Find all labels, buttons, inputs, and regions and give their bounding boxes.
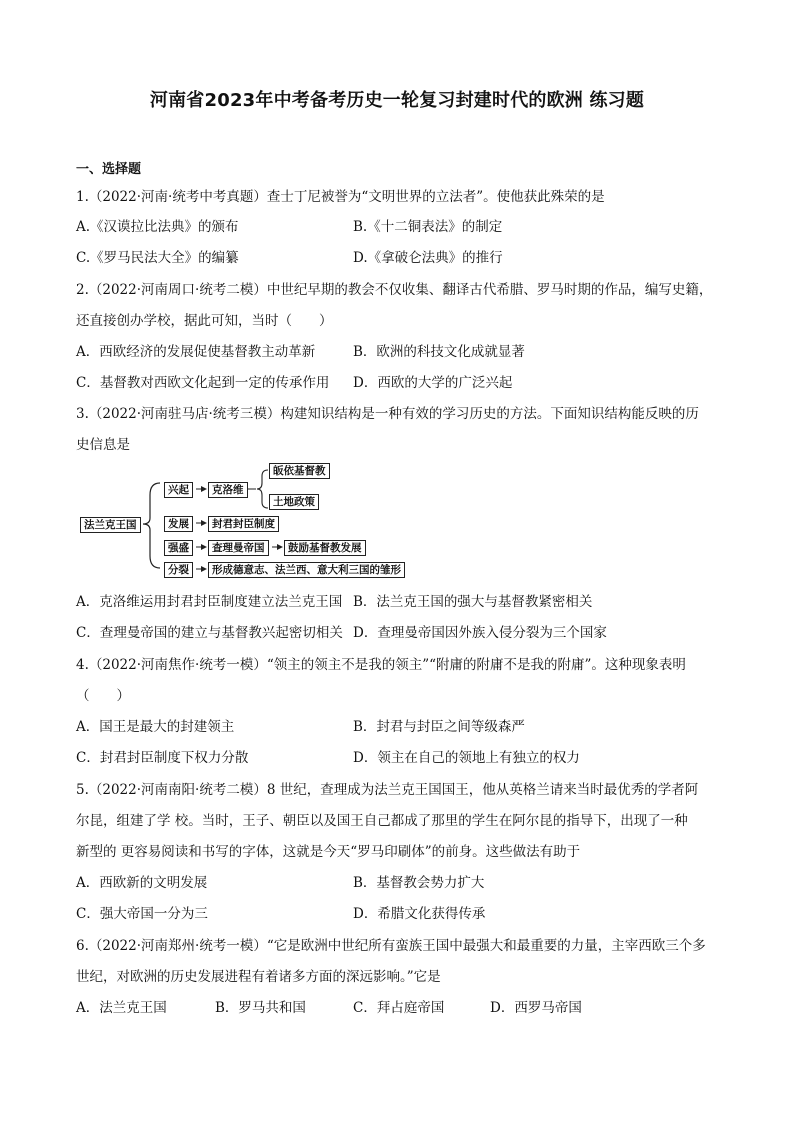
document-title: 河南省2023年中考备考历史一轮复习封建时代的欧洲 练习题 (149, 90, 645, 111)
question-4-stem-line-1: 4.（2022·河南焦作·统考一模）“领主的领主不是我的领主”“附庸的附庸不是我的附庸”。这种现象表明 (76, 657, 686, 673)
diagram-rise-policy-1: 皈依基督教 (269, 463, 330, 479)
section-heading: 一、选择题 (76, 162, 142, 177)
question-5-stem-line-3: 新型的 更容易阅读和书写的字体，这就是今天“罗马印刷体”的前身。这些做法有助于 (76, 844, 581, 860)
diagram-develop-system: 封君封臣制度 (208, 516, 279, 532)
question-2-option-b: B．欧洲的科技文化成就显著 (353, 344, 525, 360)
diagram-stage-rise: 兴起 (164, 482, 193, 498)
question-1-stem: 1.（2022·河南·统考中考真题）查士丁尼被誉为“文明世界的立法者”。使他获此殊荣的是 (76, 189, 605, 205)
question-2-option-a: A．西欧经济的发展促使基督教主动革新 (76, 344, 316, 360)
question-4-option-b: B．封君与封臣之间等级森严 (353, 719, 525, 735)
question-2-option-d: D．西欧的大学的广泛兴起 (353, 375, 513, 391)
question-2-stem-line-1: 2.（2022·河南周口·统考二模）中世纪早期的教会不仅收集、翻译古代希腊、罗马时期的作品，编写史籍， (76, 282, 713, 298)
question-6-option-a: A．法兰克王国 (76, 1000, 167, 1016)
question-3-option-d: D．查理曼帝国因外族入侵分裂为三个国家 (353, 625, 607, 641)
question-3-option-b: B．法兰克王国的强大与基督教紧密相关 (353, 594, 593, 610)
question-6-stem-line-2: 世纪，对欧洲的历史发展进程有着诸多方面的深远影响。”它是 (76, 969, 441, 985)
question-4-stem-line-2: （ ） (76, 688, 130, 704)
question-2-option-c: C．基督教对西欧文化起到一定的传承作用 (76, 375, 330, 391)
diagram-root: 法兰克王国 (80, 517, 141, 533)
question-5-option-c: C．强大帝国一分为三 (76, 906, 208, 922)
diagram-stage-strong: 强盛 (164, 540, 193, 556)
question-1-option-a: A.《汉谟拉比法典》的颁布 (76, 219, 239, 235)
question-6-stem-line-1: 6.（2022·河南郑州·统考一模）“它是欧洲中世纪所有蛮族王国中最强大和最重要的力量，主宰西欧三个多 (76, 938, 706, 954)
diagram-stage-split: 分裂 (164, 562, 193, 578)
question-4-option-a: A．国王是最大的封建领主 (76, 719, 235, 735)
diagram-rise-policy-2: 土地政策 (269, 494, 319, 510)
question-6-option-d: D．西罗马帝国 (490, 1000, 582, 1016)
diagram-rise-person: 克洛维 (208, 482, 248, 498)
question-5-option-d: D．希腊文化获得传承 (353, 906, 486, 922)
question-2-stem-line-2: 还直接创办学校，据此可知，当时（ ） (76, 313, 333, 329)
question-5-option-a: A．西欧新的文明发展 (76, 875, 208, 891)
question-5-stem-line-2: 尔昆，组建了学 校。当时，王子、朝臣以及国王自己都成了那里的学生在阿尔昆的指导下，出现了一种 (76, 813, 688, 829)
question-1-option-c: C.《罗马民法大全》的编纂 (76, 250, 239, 266)
question-6-option-b: B．罗马共和国 (215, 1000, 306, 1016)
diagram-strong-policy: 鼓励基督教发展 (284, 540, 366, 556)
question-5-stem-line-1: 5.（2022·河南南阳·统考二模）8 世纪，查理成为法兰克王国国王，他从英格兰请来当时最优秀的学者阿 (76, 782, 699, 798)
diagram-strong-empire: 查理曼帝国 (208, 540, 269, 556)
question-4-option-c: C．封君封臣制度下权力分散 (76, 750, 249, 766)
question-3-stem-line-2: 史信息是 (76, 437, 130, 453)
question-3-option-c: C．查理曼帝国的建立与基督教兴起密切相关 (76, 625, 343, 641)
question-3-stem-line-1: 3.（2022·河南驻马店·统考三模）构建知识结构是一种有效的学习历史的方法。下面知识结构能反映的历 (76, 406, 699, 422)
question-1-option-d: D.《拿破仑法典》的推行 (353, 250, 503, 266)
question-6-option-c: C．拜占庭帝国 (353, 1000, 445, 1016)
diagram-split-result: 形成德意志、法兰西、意大利三国的雏形 (208, 562, 405, 578)
diagram-stage-develop: 发展 (164, 516, 193, 532)
question-5-option-b: B．基督教会势力扩大 (353, 875, 485, 891)
question-4-option-d: D．领主在自己的领地上有独立的权力 (353, 750, 580, 766)
question-3-option-a: A．克洛维运用封君封臣制度建立法兰克王国 (76, 594, 343, 610)
question-1-option-b: B.《十二铜表法》的制定 (353, 219, 503, 235)
